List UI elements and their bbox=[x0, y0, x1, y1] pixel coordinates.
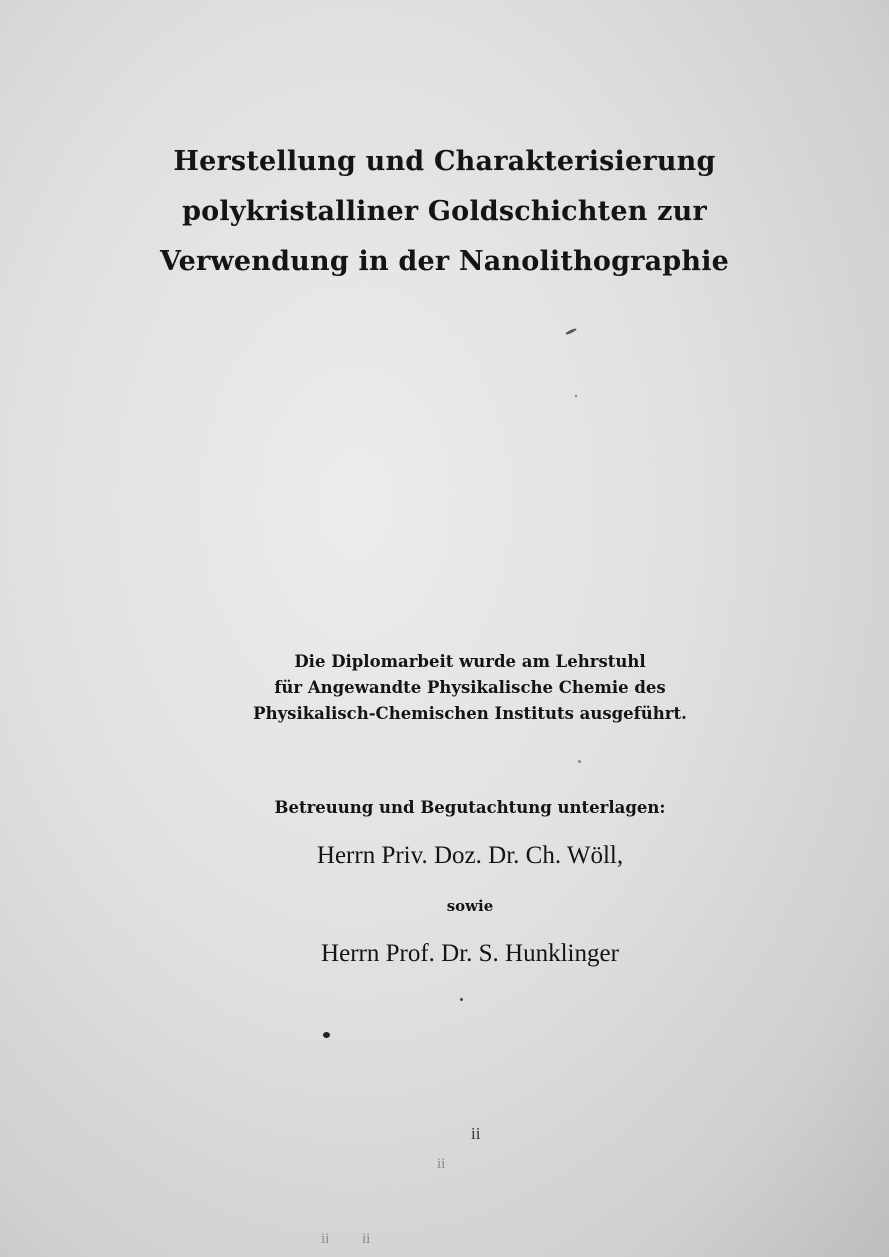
scan-speck bbox=[460, 998, 463, 1001]
supervisor-1: Herrn Priv. Doz. Dr. Ch. Wöll, bbox=[316, 842, 624, 869]
institution-line-1: Die Diplomarbeit wurde am Lehrstuhl bbox=[294, 652, 646, 671]
supervision-conjunction: sowie bbox=[446, 897, 494, 915]
supervisor-2: Herrn Prof. Dr. S. Hunklinger bbox=[321, 940, 619, 967]
scan-speck bbox=[565, 328, 577, 336]
title-line-1: Herstellung und Charakterisierung bbox=[173, 146, 716, 177]
title-line-2: polykristalliner Goldschichten zur bbox=[182, 196, 707, 227]
scan-speck bbox=[575, 395, 577, 397]
institution-line-3: Physikalisch-Chemischen Instituts ausgeführt. bbox=[253, 704, 687, 723]
supervision-heading: Betreuung und Begutachtung unterlagen: bbox=[274, 798, 666, 817]
scan-speck bbox=[578, 760, 581, 763]
institution-line-2: für Angewandte Physikalische Chemie des bbox=[274, 678, 666, 697]
page-number-bleed: ii bbox=[437, 1156, 446, 1172]
page-number-bleed: ii bbox=[362, 1231, 371, 1247]
scan-speck bbox=[323, 1032, 330, 1038]
page-number: ii bbox=[471, 1124, 481, 1143]
title-line-3: Verwendung in der Nanolithographie bbox=[159, 246, 730, 277]
page-number-bleed: ii bbox=[321, 1231, 330, 1247]
